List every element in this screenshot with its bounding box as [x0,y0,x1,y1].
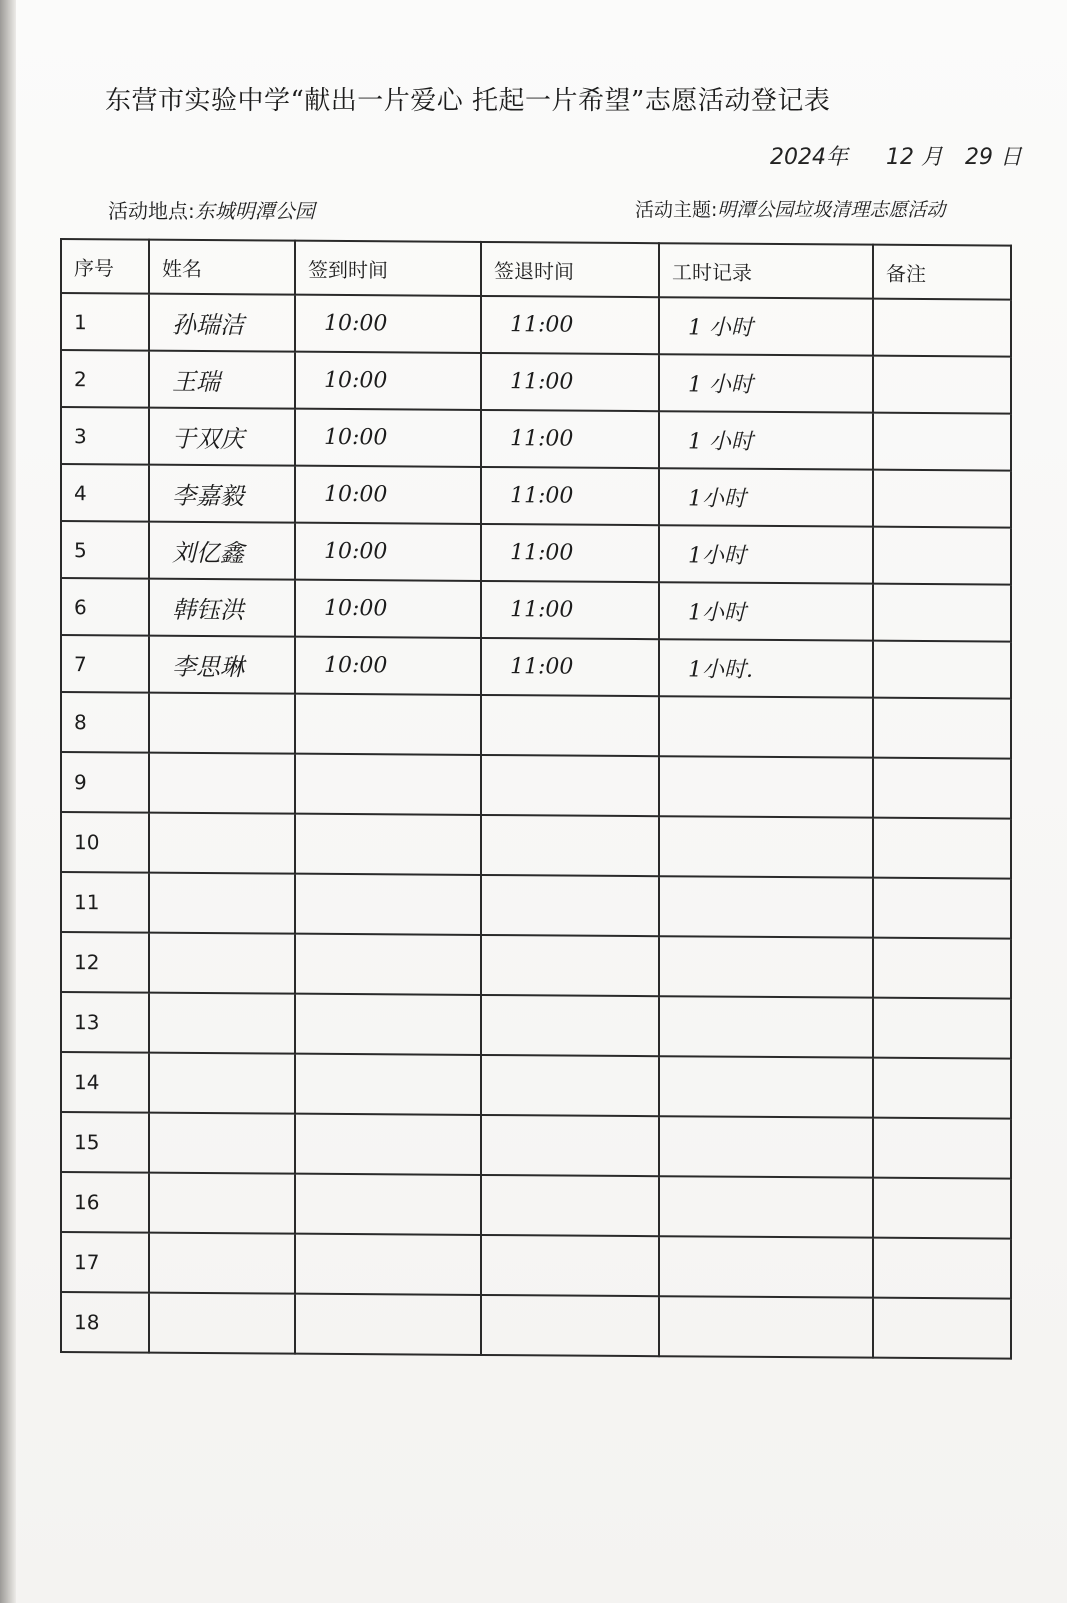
row-no: 17 [61,1232,149,1293]
empty-cell [481,995,659,1056]
row-sign-in: 10:00 [295,409,481,467]
empty-cell [481,1235,659,1296]
empty-cell [873,1238,1011,1299]
row-no: 5 [61,521,149,579]
table-header-row [61,239,1011,300]
empty-cell [481,1055,659,1116]
row-no: 13 [61,992,149,1053]
empty-cell [659,876,873,937]
location-label: 活动地点: [108,199,195,223]
header-sign-in: 签到时间 [295,241,481,296]
empty-cell [873,1298,1011,1359]
theme-label: 活动主题: [635,199,718,221]
date-month: 12 月 [886,145,943,170]
table-row [61,635,1011,699]
empty-cell [659,756,873,817]
row-no: 10 [61,812,149,873]
empty-cell [481,755,659,816]
empty-cell [149,873,295,934]
empty-cell [149,1173,295,1234]
activity-theme [635,195,945,222]
row-hours: 1小时 [659,468,873,526]
blank-page-margin [0,1400,1067,1603]
empty-cell [659,996,873,1057]
empty-cell [659,1056,873,1117]
row-note [873,470,1011,528]
empty-cell [149,693,295,754]
date-line [770,140,1022,171]
empty-cell [481,815,659,876]
row-no: 7 [61,635,149,693]
row-name: 李思琳 [149,636,295,694]
empty-cell [149,1293,295,1354]
row-hours: 1小时. [659,639,873,697]
empty-cell [873,1178,1011,1239]
row-sign-out: 11:00 [481,524,659,582]
page-title: 东营市实验中学“献出一片爱心 托起一片希望”志愿活动登记表 [105,86,831,116]
empty-cell [659,1116,873,1177]
table-row [61,293,1011,357]
row-sign-in: 10:00 [295,295,481,353]
empty-cell [481,1175,659,1236]
table-row-empty [61,1112,1011,1179]
empty-cell [659,1236,873,1297]
empty-cell [295,1294,481,1355]
empty-cell [873,1058,1011,1119]
registration-table [60,238,1012,1360]
row-sign-out: 11:00 [481,581,659,639]
table-row [61,578,1011,642]
empty-cell [873,818,1011,879]
empty-cell [481,935,659,996]
empty-cell [481,1295,659,1356]
table-row-empty [61,932,1011,999]
header-note: 备注 [873,245,1011,300]
empty-cell [873,1118,1011,1179]
row-note [873,584,1011,642]
empty-cell [481,695,659,756]
empty-cell [873,878,1011,939]
row-no: 12 [61,932,149,993]
header-name: 姓名 [149,240,295,295]
row-name: 孙瑞洁 [149,294,295,352]
row-no: 9 [61,752,149,813]
header-no: 序号 [61,239,149,294]
table-row-empty [61,752,1011,819]
table-row-empty [61,1292,1011,1359]
empty-cell [295,1114,481,1175]
empty-cell [149,1233,295,1294]
empty-cell [659,816,873,877]
empty-cell [149,813,295,874]
row-hours: 1小时 [659,582,873,640]
location-value: 东城明潭公园 [194,199,315,223]
date-day: 29 日 [965,145,1022,170]
row-sign-out: 11:00 [481,296,659,354]
empty-cell [149,1053,295,1114]
row-name: 韩钰洪 [149,579,295,637]
row-note [873,413,1011,471]
row-hours: 1小时 [659,525,873,583]
row-sign-in: 10:00 [295,637,481,695]
row-note [873,299,1011,357]
row-name: 于双庆 [149,408,295,466]
header-sign-out: 签退时间 [481,242,659,297]
empty-cell [295,814,481,875]
row-name: 王瑞 [149,351,295,409]
empty-cell [295,934,481,995]
row-no: 18 [61,1292,149,1353]
row-no: 8 [61,692,149,753]
row-no: 6 [61,578,149,636]
row-note [873,527,1011,585]
empty-cell [295,1174,481,1235]
empty-cell [659,696,873,757]
table-row [61,407,1011,471]
row-sign-in: 10:00 [295,523,481,581]
row-name: 刘亿鑫 [149,522,295,580]
empty-cell [149,993,295,1054]
empty-cell [659,1296,873,1357]
row-no: 11 [61,872,149,933]
empty-cell [481,1115,659,1176]
row-note [873,356,1011,414]
row-sign-in: 10:00 [295,580,481,638]
empty-cell [659,936,873,997]
empty-cell [873,698,1011,759]
empty-cell [873,938,1011,999]
empty-cell [295,1054,481,1115]
activity-location [108,195,315,224]
empty-cell [873,758,1011,819]
empty-cell [873,998,1011,1059]
row-no: 4 [61,464,149,522]
row-sign-in: 10:00 [295,466,481,524]
table-row-empty [61,812,1011,879]
row-no: 16 [61,1172,149,1233]
row-no: 2 [61,350,149,408]
empty-cell [149,753,295,814]
row-sign-out: 11:00 [481,467,659,525]
row-no: 1 [61,293,149,351]
table-row-empty [61,872,1011,939]
empty-cell [481,875,659,936]
theme-value: 明潭公园垃圾清理志愿活动 [717,199,946,221]
table-row [61,350,1011,414]
table-row [61,464,1011,528]
row-sign-out: 11:00 [481,410,659,468]
date-year: 2024年 [770,145,848,170]
row-sign-out: 11:00 [481,353,659,411]
table-row-empty [61,692,1011,759]
empty-cell [149,1113,295,1174]
row-no: 14 [61,1052,149,1113]
page-binding-edge [0,0,16,1603]
empty-cell [295,694,481,755]
header-hours: 工时记录 [659,243,873,298]
row-hours: 1 小时 [659,297,873,355]
table-row-empty [61,1232,1011,1299]
row-sign-in: 10:00 [295,352,481,410]
row-note [873,641,1011,699]
table-row-empty [61,1172,1011,1239]
empty-cell [295,1234,481,1295]
row-no: 15 [61,1112,149,1173]
row-hours: 1 小时 [659,354,873,412]
row-sign-out: 11:00 [481,638,659,696]
empty-cell [295,874,481,935]
empty-cell [295,994,481,1055]
empty-cell [295,754,481,815]
row-hours: 1 小时 [659,411,873,469]
table-row-empty [61,992,1011,1059]
table-row-empty [61,1052,1011,1119]
row-no: 3 [61,407,149,465]
empty-cell [149,933,295,994]
row-name: 李嘉毅 [149,465,295,523]
table-row [61,521,1011,585]
empty-cell [659,1176,873,1237]
